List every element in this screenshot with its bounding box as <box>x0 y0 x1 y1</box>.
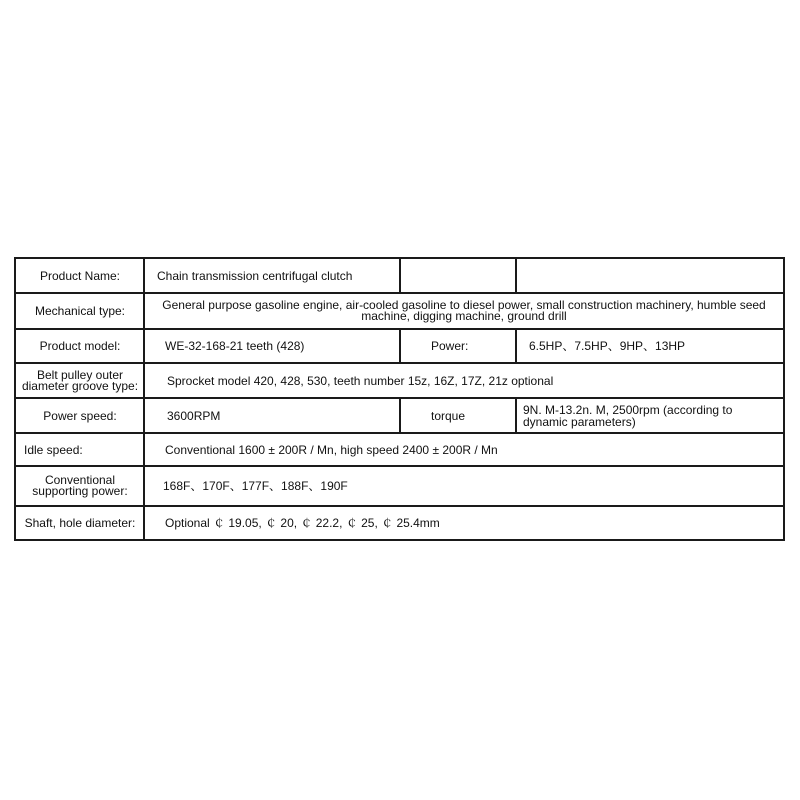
supporting-power-value: 168F、170F、177F、188F、190F <box>163 479 348 493</box>
table-row-product-name <box>16 259 783 294</box>
table-row-idle-speed <box>16 434 783 467</box>
belt-pulley-label: Belt pulley outer diameter groove type: <box>21 367 139 393</box>
power-speed-label: Power speed: <box>43 408 117 423</box>
product-name-extra-2 <box>517 259 783 292</box>
table-row-supporting-power <box>16 467 783 507</box>
mechanical-type-value: General purpose gasoline engine, air-cooled gasoline to diesel power, small construction machinery, humble seed machine, digging machine, ground drill <box>162 298 766 323</box>
shaft-diameter-value: Optional ￠ 19.05, ￠ 20, ￠ 22.2, ￠ 25, ￠ 25.4mm <box>165 516 440 530</box>
power-value: 6.5HP、7.5HP、9HP、13HP <box>529 339 686 353</box>
table-row-product-model <box>16 330 783 364</box>
supporting-power-label: Conventional supporting power: <box>32 473 128 498</box>
idle-speed-label: Idle speed: <box>24 442 83 457</box>
power-label: Power: <box>431 339 469 353</box>
table-row-power-speed <box>16 399 783 434</box>
belt-pulley-value: Sprocket model 420, 428, 530, teeth number 15z, 16Z, 17Z, 21z optional <box>167 373 554 388</box>
product-model-value: WE-32-168-21 teeth (428) <box>165 339 305 353</box>
torque-label: torque <box>431 408 466 423</box>
power-speed-value: 3600RPM <box>167 408 221 423</box>
table-row-shaft-diameter <box>16 507 783 539</box>
shaft-diameter-label: Shaft, hole diameter: <box>24 516 136 530</box>
idle-speed-value: Conventional 1600 ± 200R / Mn, high speed 2400 ± 200R / Mn <box>165 442 498 457</box>
table-row-mechanical-type <box>16 294 783 330</box>
product-name-label: Product Name: <box>39 268 121 283</box>
product-name-value: Chain transmission centrifugal clutch <box>157 268 353 283</box>
torque-value: 9N. M-13.2n. M, 2500rpm (according to dynamic parameters) <box>523 402 733 429</box>
table-row-belt-pulley <box>16 364 783 399</box>
product-model-label: Product model: <box>39 339 121 353</box>
mechanical-type-label: Mechanical type: <box>34 304 126 318</box>
spec-table <box>14 257 785 541</box>
product-name-extra-1 <box>401 259 515 292</box>
